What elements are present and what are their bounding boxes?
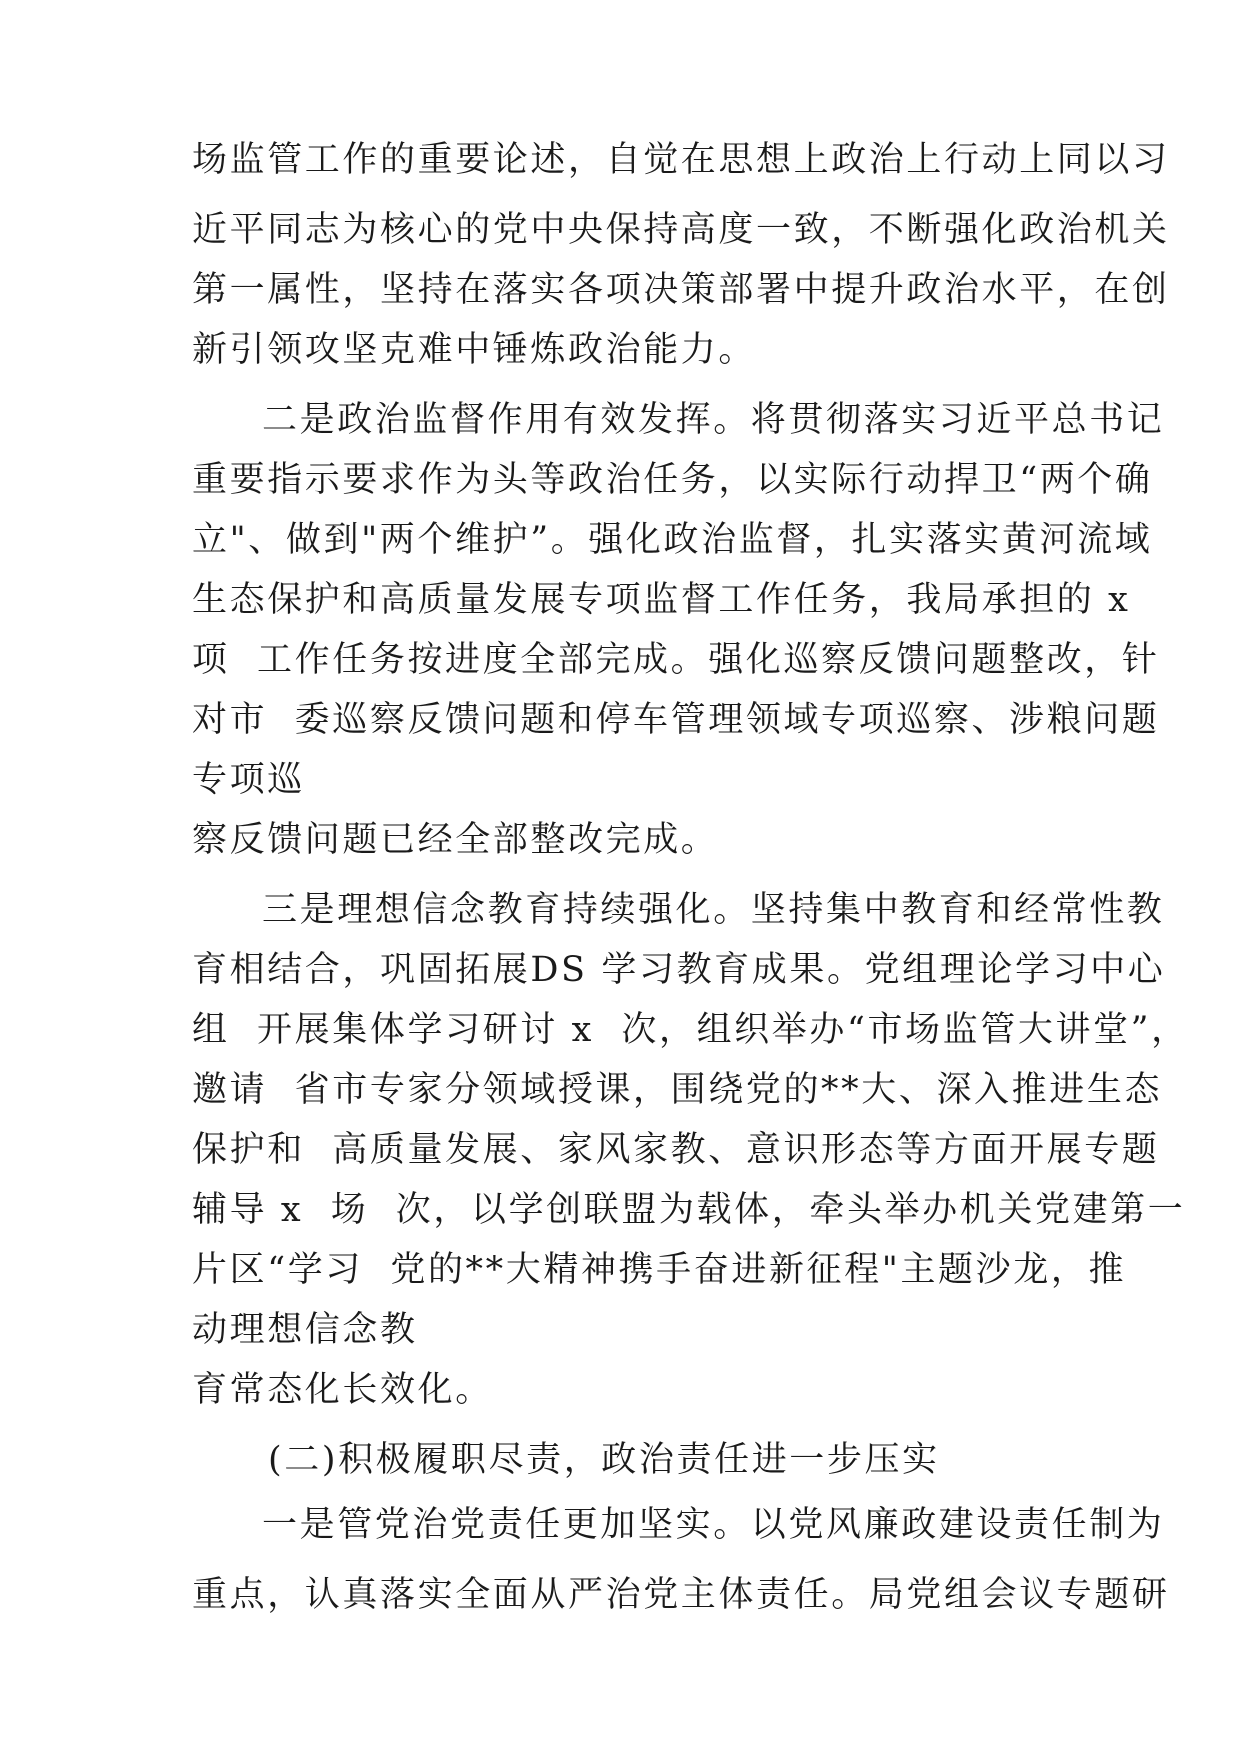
text-line: 专项巡 [192,760,305,800]
text-line: 育常态化长效化。 [192,1370,493,1410]
text-line: 场监管工作的重要论述，自觉在思想上政治上行动上同以习 [192,140,1170,180]
section-heading: (二)积极履职尽责，政治责任进一步压实 [268,1440,940,1480]
text-line: 察反馈问题已经全部整改完成。 [192,820,719,860]
text-line: 片区“学习 党的**大精神携手奋进新征程"主题沙龙，推 [192,1250,1127,1290]
text-line: 动理想信念教 [192,1310,418,1350]
text-line: 组 开展集体学习研讨 x 次，组织举办“市场监管大讲堂”， [192,1010,1189,1050]
text-line: 生态保护和高质量发展专项监督工作任务，我局承担的 x [192,580,1131,620]
text-line: 新引领攻坚克难中锤炼政治能力。 [192,330,757,370]
text-line: 邀请 省市专家分领域授课，围绕党的**大、深入推进生态 [192,1070,1163,1110]
text-line: 对市 委巡察反馈问题和停车管理领域专项巡察、涉粮问题 [192,700,1160,740]
paragraph-start-line: 一是管党治党责任更加坚实。以党风廉政建设责任制为 [262,1505,1165,1545]
text-line: 重要指示要求作为头等政治任务，以实际行动捍卫“两个确 [192,460,1153,500]
text-line: 第一属性，坚持在落实各项决策部署中提升政治水平，在创 [192,270,1170,310]
text-line: 立"、做到"两个维护”。强化政治监督，扎实落实黄河流域 [192,520,1153,560]
paragraph-start-line: 三是理想信念教育持续强化。坚持集中教育和经常性教 [262,890,1165,930]
text-line: 重点，认真落实全面从严治党主体责任。局党组会议专题研 [192,1575,1170,1615]
text-line: 保护和 高质量发展、家风家教、意识形态等方面开展专题 [192,1130,1160,1170]
paragraph-start-line: 二是政治监督作用有效发挥。将贯彻落实习近平总书记 [262,400,1165,440]
text-line: 近平同志为核心的党中央保持高度一致，不断强化政治机关 [192,210,1170,250]
text-line: 项 工作任务按进度全部完成。强化巡察反馈问题整改，针 [192,640,1160,680]
text-line: 辅导 x 场 次，以学创联盟为载体，牵头举办机关党建第一 [192,1190,1186,1230]
text-line: 育相结合，巩固拓展DS 学习教育成果。党组理论学习中心 [192,950,1166,990]
